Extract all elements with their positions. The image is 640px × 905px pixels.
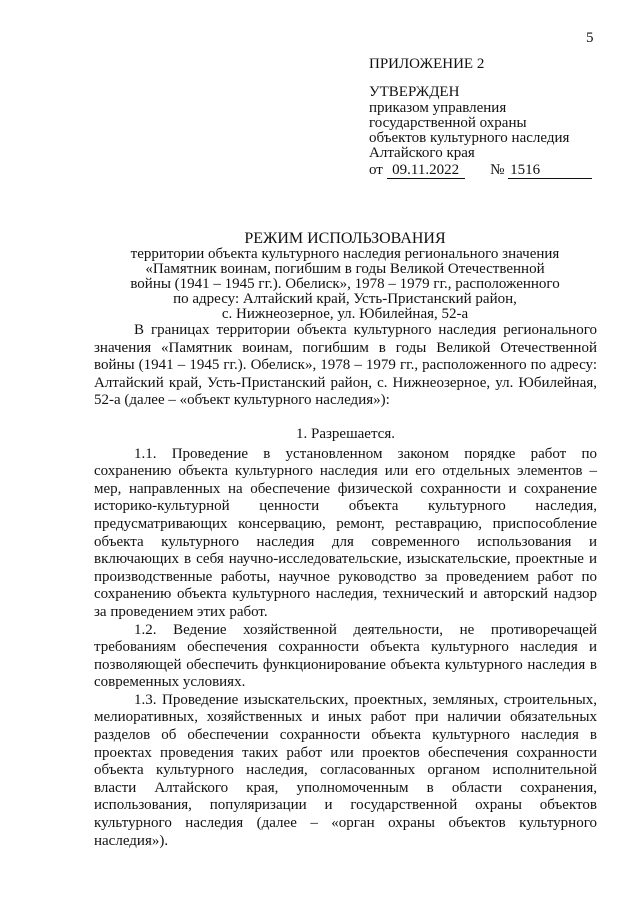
page-number: 5 xyxy=(586,30,594,46)
title-line: войны (1941 – 1945 гг.). Обелиск», 1978 – 1979 гг., расположенного xyxy=(130,276,560,292)
approval-block xyxy=(369,57,592,179)
date-prefix: от xyxy=(369,162,383,178)
order-date: 09.11.2022 xyxy=(387,163,465,179)
title-line: «Памятник воинам, погибшим в годы Великой Отечественной xyxy=(145,261,545,277)
item-paragraph: 1.3. Проведение изыскательских, проектных, земляных, строительных, мелиоративных, хозяйственных и иных работ при наличии обязательных разделов об обеспечении сохранности объекта культурного наследия в проектах проведения таких работ или проектов обеспечения сохранности объекта культурного наследия, согласованных органом исполнительной власти Алтайского края, уполномоченным в области сохранения, использования, популяризации и государственной охраны объектов культурного наследия (далее – «орган охраны объектов культурного наследия»). xyxy=(94,691,597,849)
title-line: территории объекта культурного наследия регионального значения xyxy=(130,246,560,262)
order-line: Алтайского края xyxy=(369,145,475,161)
appendix-label: ПРИЛОЖЕНИЕ 2 xyxy=(369,56,485,72)
intro-paragraph: В границах территории объекта культурного наследия регионального значения «Памятник воинам, погибшим в годы Великой Отечественной войны (1941 – 1945 гг.). Обелиск», 1978 – 1979 гг., расположенного по адресу: Алтайский край, Усть-Пристанский район, с. Нижнеозерное, ул. Юбилейная, 52-а (далее – «объект культурного наследия»): xyxy=(94,322,597,409)
date-number-line xyxy=(369,163,592,179)
item-paragraph: 1.1. Проведение в установленном законом порядке работ по сохранению объекта культурного наследия или его отдельных элементов – мер, направленных на обеспечение физической сохранности и сохранение историко-культурной ценности объекта культурного наследия, предусматривающих консервацию, ремонт, реставрацию, приспособление объекта культурного наследия для современного использования и включающих в себя научно-исследовательские, изыскательские, проектные и производственные работы, научное руководство за проведением работ по сохранению объекта культурного наследия, технический и авторский надзор за проведением этих работ. xyxy=(94,445,597,620)
title-line: с. Нижнеозерное, ул. Юбилейная, 52-а xyxy=(221,306,469,322)
document-body xyxy=(94,322,597,850)
number-prefix: № xyxy=(490,162,505,178)
document-title xyxy=(95,230,595,322)
item-paragraph: 1.2. Ведение хозяйственной деятельности, не противоречащей требованиям обеспечения сохранности объекта культурного наследия и позволяющей обеспечить функционирование объекта культурного наследия в современных условиях. xyxy=(94,621,597,691)
title-heading: РЕЖИМ ИСПОЛЬЗОВАНИЯ xyxy=(244,230,446,247)
title-line: по адресу: Алтайский край, Усть-Пристанский район, xyxy=(173,291,517,307)
section-heading: 1. Разрешается. xyxy=(296,425,395,442)
approved-label: УТВЕРЖДЕН xyxy=(369,84,460,100)
order-line: государственной охраны xyxy=(369,115,527,131)
order-line: объектов культурного наследия xyxy=(369,130,570,146)
order-number: 1516 xyxy=(508,163,592,179)
order-line: приказом управления xyxy=(369,100,507,116)
